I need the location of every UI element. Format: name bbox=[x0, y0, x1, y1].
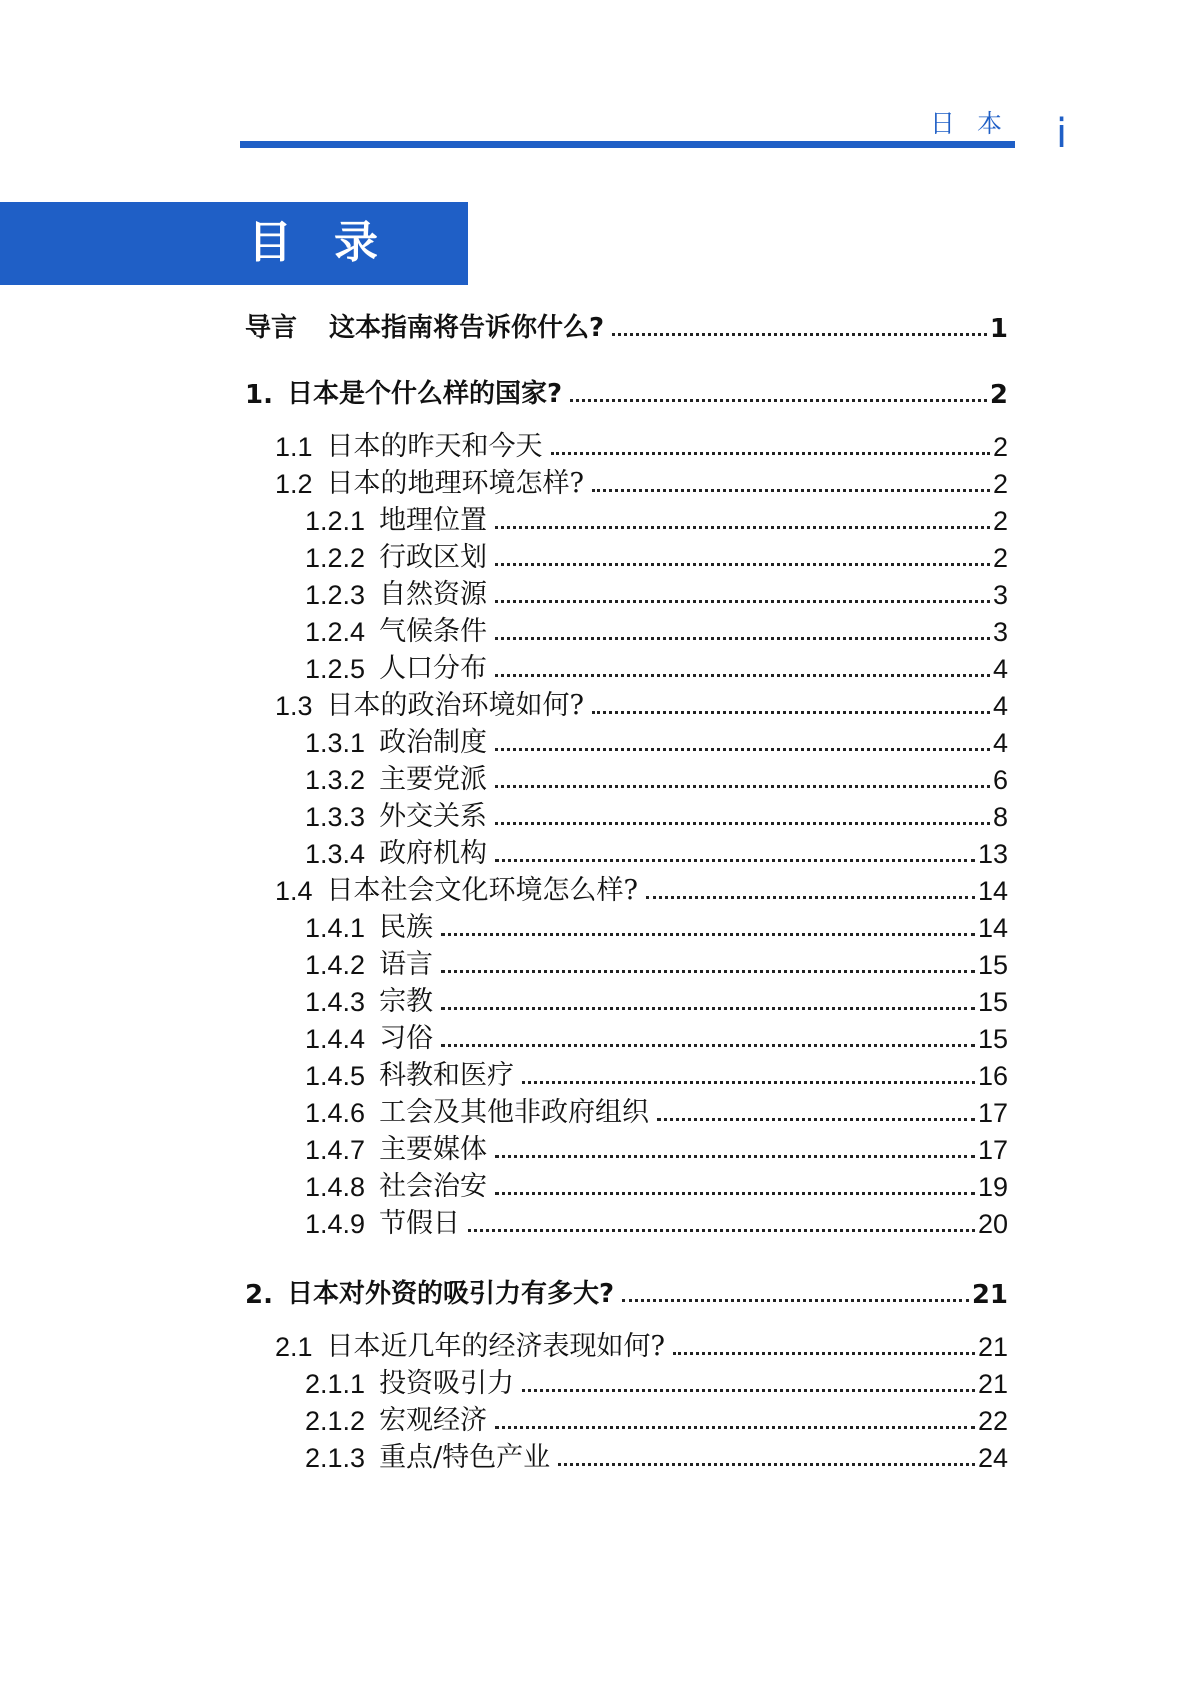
toc-entry-page: 6 bbox=[992, 765, 1008, 795]
toc-entry-1-4-5[interactable] bbox=[305, 1058, 1008, 1092]
toc-entry-1-4[interactable] bbox=[275, 873, 1008, 907]
toc-entry-page: 16 bbox=[977, 1061, 1008, 1091]
toc-entry-title: 宗教 bbox=[379, 986, 434, 1017]
toc-entry-page: 2 bbox=[992, 469, 1008, 499]
toc-entry-title: 自然资源 bbox=[379, 579, 488, 610]
toc-entry-1-4-4[interactable] bbox=[305, 1021, 1008, 1055]
toc-entry-number: 1.3.2 bbox=[305, 765, 366, 795]
toc-entry-title: 日本是个什么样的国家? bbox=[286, 379, 563, 409]
toc-entry-number: 2.1.1 bbox=[305, 1369, 366, 1399]
dot-leader bbox=[441, 1044, 975, 1047]
dot-leader bbox=[592, 489, 990, 492]
dot-leader bbox=[495, 1192, 975, 1195]
toc-entry-2-1-2[interactable] bbox=[305, 1403, 1008, 1437]
toc-entry-title: 政治制度 bbox=[379, 727, 488, 758]
toc-entry-number: 1.4.4 bbox=[305, 1024, 366, 1054]
toc-entry-page: 4 bbox=[992, 691, 1008, 721]
dot-leader bbox=[495, 674, 990, 677]
toc-entry-page: 14 bbox=[977, 913, 1008, 943]
toc-entry-page: 15 bbox=[977, 987, 1008, 1017]
toc-entry-title: 日本对外资的吸引力有多大? bbox=[286, 1279, 615, 1309]
dot-leader bbox=[495, 785, 990, 788]
toc-entry-page: 15 bbox=[977, 1024, 1008, 1054]
toc-entry-number: 1.1 bbox=[275, 432, 313, 462]
toc-entry-1-2-4[interactable] bbox=[305, 614, 1008, 648]
toc-entry-1-3-1[interactable] bbox=[305, 725, 1008, 759]
toc-entry-title: 民族 bbox=[379, 912, 434, 943]
toc-entry-page: 3 bbox=[992, 580, 1008, 610]
toc-entry-1-3-3[interactable] bbox=[305, 799, 1008, 833]
toc-entry-page: 21 bbox=[977, 1332, 1008, 1362]
toc-entry-number: 导言 bbox=[245, 313, 298, 343]
toc-entry-page: 24 bbox=[977, 1443, 1008, 1473]
toc-entry-number: 1.3.1 bbox=[305, 728, 366, 758]
toc-entry-1-3[interactable] bbox=[275, 688, 1008, 722]
toc-entry-page: 21 bbox=[977, 1369, 1008, 1399]
toc-entry-title: 投资吸引力 bbox=[379, 1368, 515, 1399]
dot-leader bbox=[522, 1389, 975, 1392]
toc-entry-title: 社会治安 bbox=[379, 1171, 488, 1202]
toc-entry-number: 2.1.2 bbox=[305, 1406, 366, 1436]
toc-entry-1-2[interactable] bbox=[275, 466, 1008, 500]
toc-entry-1-3-2[interactable] bbox=[305, 762, 1008, 796]
toc-entry-number: 1.3.3 bbox=[305, 802, 366, 832]
toc-entry-1-3-4[interactable] bbox=[305, 836, 1008, 870]
toc-entry-1-2-2[interactable] bbox=[305, 540, 1008, 574]
toc-entry-number: 1.4.7 bbox=[305, 1135, 366, 1165]
dot-leader bbox=[495, 1426, 975, 1429]
toc-entry-title: 节假日 bbox=[379, 1208, 461, 1239]
toc-entry-page: 4 bbox=[992, 654, 1008, 684]
toc-entry-page: 17 bbox=[977, 1135, 1008, 1165]
toc-entry-1-4-3[interactable] bbox=[305, 984, 1008, 1018]
toc-entry-number: 1.4 bbox=[275, 876, 313, 906]
dot-leader bbox=[441, 933, 975, 936]
dot-leader bbox=[570, 399, 987, 402]
toc-entry-page: 19 bbox=[977, 1172, 1008, 1202]
dot-leader bbox=[468, 1229, 975, 1232]
toc-entry-chapter-1[interactable] bbox=[245, 376, 1008, 410]
toc-entry-title: 日本社会文化环境怎么样? bbox=[326, 875, 639, 906]
toc-entry-page: 22 bbox=[977, 1406, 1008, 1436]
dot-leader bbox=[592, 711, 990, 714]
toc-entry-title: 外交关系 bbox=[379, 801, 488, 832]
dot-leader bbox=[622, 1299, 969, 1302]
toc-entry-number: 1.4.9 bbox=[305, 1209, 366, 1239]
dot-leader bbox=[495, 637, 990, 640]
dot-leader bbox=[558, 1463, 975, 1466]
toc-entry-number: 1.2.1 bbox=[305, 506, 366, 536]
toc-entry-number: 2.1 bbox=[275, 1332, 313, 1362]
dot-leader bbox=[657, 1118, 975, 1121]
toc-entry-page: 4 bbox=[992, 728, 1008, 758]
dot-leader bbox=[612, 333, 987, 336]
dot-leader bbox=[495, 748, 990, 751]
toc-entry-title: 气候条件 bbox=[379, 616, 488, 647]
toc-entry-title: 日本的昨天和今天 bbox=[326, 431, 543, 462]
toc-entry-title: 主要媒体 bbox=[379, 1134, 488, 1165]
toc-entry-number: 1.3.4 bbox=[305, 839, 366, 869]
toc-entry-title: 工会及其他非政府组织 bbox=[379, 1097, 650, 1128]
toc-entry-title: 行政区划 bbox=[379, 542, 488, 573]
toc-entry-page: 15 bbox=[977, 950, 1008, 980]
toc-entry-page: 8 bbox=[992, 802, 1008, 832]
toc-entry-2-1[interactable] bbox=[275, 1329, 1008, 1363]
toc-entry-number: 1.2.4 bbox=[305, 617, 366, 647]
toc-entry-number: 1.4.2 bbox=[305, 950, 366, 980]
toc-entry-page: 2 bbox=[992, 506, 1008, 536]
toc-entry-1-1[interactable] bbox=[275, 429, 1008, 463]
running-title: 日本 bbox=[930, 109, 1025, 138]
toc-entry-1-4-2[interactable] bbox=[305, 947, 1008, 981]
dot-leader bbox=[673, 1352, 975, 1355]
toc-entry-number: 1.2.5 bbox=[305, 654, 366, 684]
toc-entry-1-4-8[interactable] bbox=[305, 1169, 1008, 1203]
toc-entry-number: 1.4.5 bbox=[305, 1061, 366, 1091]
toc-entry-page: 14 bbox=[977, 876, 1008, 906]
dot-leader bbox=[522, 1081, 975, 1084]
toc-entry-2-1-3[interactable] bbox=[305, 1440, 1008, 1474]
dot-leader bbox=[551, 452, 990, 455]
toc-entry-title: 语言 bbox=[379, 949, 434, 980]
toc-entry-title: 主要党派 bbox=[379, 764, 488, 795]
toc-entry-1-4-9[interactable] bbox=[305, 1206, 1008, 1240]
toc-entry-title: 地理位置 bbox=[379, 505, 488, 536]
toc-title: 目录 bbox=[248, 217, 420, 268]
toc-entry-1-2-5[interactable] bbox=[305, 651, 1008, 685]
toc-entry-title: 政府机构 bbox=[379, 838, 488, 869]
toc-entry-number: 1.2 bbox=[275, 469, 313, 499]
toc-entry-title: 重点/特色产业 bbox=[379, 1442, 551, 1473]
toc-entry-title: 宏观经济 bbox=[379, 1405, 488, 1436]
toc-entry-page: 3 bbox=[992, 617, 1008, 647]
toc-entry-page: 13 bbox=[977, 839, 1008, 869]
toc-entry-page: 17 bbox=[977, 1098, 1008, 1128]
dot-leader bbox=[495, 859, 975, 862]
toc-entry-1-4-1[interactable] bbox=[305, 910, 1008, 944]
toc-entry-page: 20 bbox=[977, 1209, 1008, 1239]
toc-entry-number: 1. bbox=[245, 380, 273, 410]
toc-entry-page: 1 bbox=[989, 314, 1008, 344]
toc-entry-page: 2 bbox=[989, 380, 1008, 410]
dot-leader bbox=[495, 563, 990, 566]
dot-leader bbox=[495, 1155, 975, 1158]
dot-leader bbox=[495, 600, 990, 603]
toc-entry-number: 1.4.8 bbox=[305, 1172, 366, 1202]
dot-leader bbox=[441, 970, 975, 973]
toc-entry-intro[interactable] bbox=[245, 308, 1008, 344]
toc-entry-number: 1.3 bbox=[275, 691, 313, 721]
dot-leader bbox=[441, 1007, 975, 1010]
toc-entry-1-2-1[interactable] bbox=[305, 503, 1008, 537]
toc-title-band bbox=[0, 202, 468, 285]
toc-entry-chapter-2[interactable] bbox=[245, 1276, 1008, 1310]
toc-entry-number: 1.2.3 bbox=[305, 580, 366, 610]
dot-leader bbox=[646, 896, 975, 899]
toc-entry-1-4-6[interactable] bbox=[305, 1095, 1008, 1129]
toc-entry-page: 2 bbox=[992, 432, 1008, 462]
toc-entry-title: 人口分布 bbox=[379, 653, 488, 684]
toc-entry-page: 21 bbox=[971, 1280, 1008, 1310]
toc-entry-number: 1.4.1 bbox=[305, 913, 366, 943]
toc-entry-page: 2 bbox=[992, 543, 1008, 573]
page-folio: i bbox=[1056, 111, 1068, 157]
toc-entry-number: 1.2.2 bbox=[305, 543, 366, 573]
toc-entry-title: 日本的地理环境怎样? bbox=[326, 468, 585, 499]
header-rule bbox=[240, 141, 1015, 148]
toc-entry-title: 日本近几年的经济表现如何? bbox=[326, 1331, 666, 1362]
toc-entry-number: 1.4.6 bbox=[305, 1098, 366, 1128]
dot-leader bbox=[495, 526, 990, 529]
toc-entry-number: 1.4.3 bbox=[305, 987, 366, 1017]
dot-leader bbox=[495, 822, 990, 825]
toc-entry-1-4-7[interactable] bbox=[305, 1132, 1008, 1166]
toc-entry-title: 习俗 bbox=[379, 1023, 434, 1054]
toc-entry-title: 科教和医疗 bbox=[379, 1060, 515, 1091]
toc-entry-1-2-3[interactable] bbox=[305, 577, 1008, 611]
toc-entry-title: 这本指南将告诉你什么? bbox=[329, 313, 605, 343]
toc-entry-title: 日本的政治环境如何? bbox=[326, 690, 585, 721]
toc-entry-number: 2. bbox=[245, 1280, 273, 1310]
toc-entry-number: 2.1.3 bbox=[305, 1443, 366, 1473]
toc-entry-2-1-1[interactable] bbox=[305, 1366, 1008, 1400]
